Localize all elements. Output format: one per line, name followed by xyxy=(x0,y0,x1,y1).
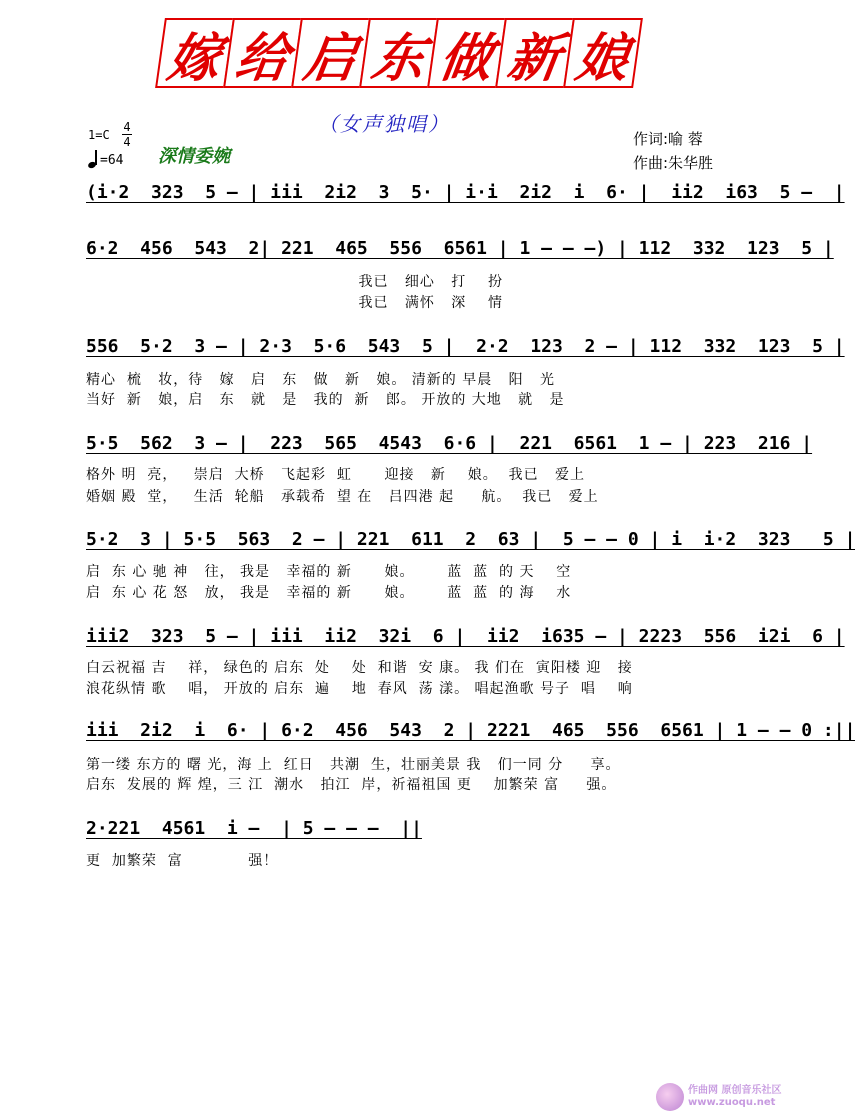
lyric-line: 第一缕 东方的 曙 光，海 上 红日 共潮 生，壮丽美景 我 们一同 分 享。 xyxy=(86,757,621,773)
score-line-8 xyxy=(86,812,742,844)
lyric-line: 格外 明 亮， 崇启 大桥 飞起彩 虹 迎接 新 娘。 我已 爱上 xyxy=(86,467,585,483)
score-line-1 xyxy=(86,176,845,208)
lyric-line: 当好 新 娘，启 东 就 是 我的 新 郎。 开放的 大地 就 是 xyxy=(86,392,565,408)
title-char: 东 xyxy=(359,18,439,88)
score-line-4 xyxy=(86,427,813,459)
quarter-note-icon xyxy=(88,150,98,168)
lyric-line: 白云祝福 吉 祥， 绿色的 启东 处 处 和谐 安 康。 我 们在 寅阳楼 迎 接 xyxy=(86,660,633,676)
notation: 5·2 3 | 5·5 563 2 – | 221 611 2 63 | 5 – – 0 | i i·2 323 5 | xyxy=(86,529,855,550)
lyric-line: 启 东 心 花 怒 放， 我是 幸福的 新 娘。 蓝 蓝 的 海 水 xyxy=(86,585,572,601)
score-line-6 xyxy=(86,620,845,652)
title-char: 嫁 xyxy=(155,18,235,88)
lyric-line: 更 加繁荣 富 强！ xyxy=(86,853,279,869)
subtitle: （女声独唱） xyxy=(318,112,450,136)
notation: iii 2i2 i 6· | 6·2 456 543 2 | 2221 465 556 6561 | 1 – – 0 :|| xyxy=(86,720,855,741)
song-title xyxy=(160,18,636,90)
notation: 2·221 4561 i – | 5 – – – || xyxy=(86,818,422,839)
lyric-line: 浪花纵情 歌 唱， 开放的 启东 遍 地 春风 荡 漾。 唱起渔歌 号子 唱 响 xyxy=(86,681,633,697)
notation: 6·2 456 543 2| 221 465 556 6561 | 1 – – –) | 112 332 123 5 | xyxy=(86,238,834,259)
score-line-7 xyxy=(86,714,855,746)
score-line-2 xyxy=(86,232,834,264)
notation: 556 5·2 3 – | 2·3 5·6 543 5 | 2·2 123 2 – | 112 332 123 5 | xyxy=(86,336,845,357)
tempo-mark xyxy=(88,150,123,168)
lyric-line: 我已 细心 打 扮 xyxy=(86,274,504,290)
notation: iii2 323 5 – | iii ii2 32i 6 | ii2 i635 – | 2223 556 i2i 6 | xyxy=(86,626,845,647)
site-watermark xyxy=(656,1080,782,1114)
watermark-line-2: www.zuoqu.net xyxy=(688,1097,776,1108)
time-sig-bottom: 4 xyxy=(123,135,131,149)
lyric-line: 启 东 心 驰 神 往， 我是 幸福的 新 娘。 蓝 蓝 的 天 空 xyxy=(86,564,572,580)
time-signature xyxy=(122,120,132,149)
notation: 5·5 562 3 – | 223 565 4543 6·6 | 221 6561 1 – | 223 216 | xyxy=(86,433,813,454)
tempo-value: =64 xyxy=(100,153,124,168)
lyricist: 作词:喻 蓉 xyxy=(633,130,703,148)
lyric-line: 婚姻 殿 堂， 生活 轮船 承载希 望 在 吕四港 起 航。 我已 爱上 xyxy=(86,489,599,505)
notation: (i·2 323 5 – | iii 2i2 3 5· | i·i 2i2 i 6· | ii2 i63 5 – | xyxy=(86,182,845,203)
lyric-line: 我已 满怀 深 情 xyxy=(86,295,504,311)
title-char: 做 xyxy=(427,18,507,88)
watermark-line-1: 作曲网 原创音乐社区 xyxy=(688,1085,782,1096)
time-sig-top: 4 xyxy=(123,120,131,134)
title-char: 新 xyxy=(495,18,575,88)
lyric-line: 精心 梳 妆，待 嫁 启 东 做 新 娘。 清新的 早晨 阳 光 xyxy=(86,372,555,388)
expression-mark: 深情委婉 xyxy=(158,146,230,167)
site-logo-icon xyxy=(656,1083,684,1111)
lyric-line: 启东 发展的 辉 煌，三 江 潮水 拍江 岸，祈福祖国 更 加繁荣 富 强。 xyxy=(86,777,617,793)
title-char: 给 xyxy=(223,18,303,88)
key-signature: 1=C xyxy=(88,128,110,142)
score-line-5 xyxy=(86,523,855,555)
score-line-3 xyxy=(86,330,845,362)
composer: 作曲:朱华胜 xyxy=(633,154,714,172)
title-char: 启 xyxy=(291,18,371,88)
title-char: 娘 xyxy=(563,18,643,88)
